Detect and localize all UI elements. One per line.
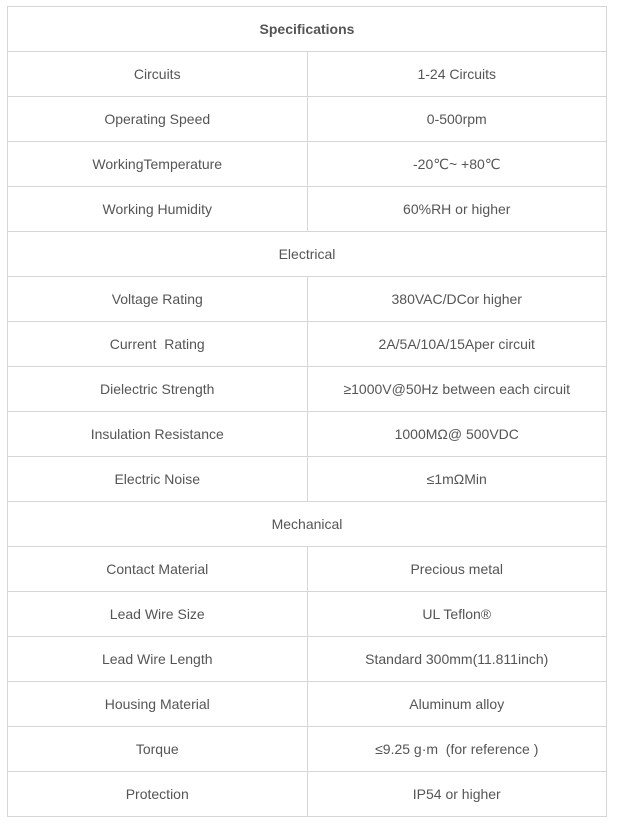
table-row: [8, 457, 607, 502]
spec-value: 60%RH or higher: [307, 187, 607, 232]
table-row: [8, 187, 607, 232]
spec-label: WorkingTemperature: [8, 142, 308, 187]
table-row: [8, 412, 607, 457]
spec-label: Torque: [8, 727, 308, 772]
table-row: [8, 367, 607, 412]
table-row: [8, 52, 607, 97]
spec-value: 0-500rpm: [307, 97, 607, 142]
spec-label: Current Rating: [8, 322, 308, 367]
table-title-row: [8, 7, 607, 52]
spec-label: Circuits: [8, 52, 308, 97]
table-row: [8, 772, 607, 817]
spec-value: 380VAC/DCor higher: [307, 277, 607, 322]
spec-label: Electric Noise: [8, 457, 308, 502]
spec-value: ≤9.25 g·m (for reference ): [307, 727, 607, 772]
table-row: [8, 322, 607, 367]
spec-label: Contact Material: [8, 547, 308, 592]
table-row: [8, 142, 607, 187]
table-row: [8, 727, 607, 772]
table-row: [8, 97, 607, 142]
section-header-row: [8, 502, 607, 547]
spec-value: 1000MΩ@ 500VDC: [307, 412, 607, 457]
specifications-table-body: [8, 7, 607, 817]
table-row: [8, 277, 607, 322]
table-row: [8, 682, 607, 727]
spec-value: Aluminum alloy: [307, 682, 607, 727]
table-row: [8, 592, 607, 637]
spec-label: Working Humidity: [8, 187, 308, 232]
table-row: [8, 637, 607, 682]
spec-value: ≥1000V@50Hz between each circuit: [307, 367, 607, 412]
spec-label: Lead Wire Size: [8, 592, 308, 637]
spec-label: Operating Speed: [8, 97, 308, 142]
spec-value: 1-24 Circuits: [307, 52, 607, 97]
spec-label: Insulation Resistance: [8, 412, 308, 457]
table-row: [8, 547, 607, 592]
spec-value: ≤1mΩMin: [307, 457, 607, 502]
spec-value: IP54 or higher: [307, 772, 607, 817]
section-header: Electrical: [8, 232, 607, 277]
section-header-row: [8, 232, 607, 277]
section-header: Mechanical: [8, 502, 607, 547]
spec-value: -20℃~ +80℃: [307, 142, 607, 187]
specifications-container: [7, 6, 607, 817]
spec-label: Dielectric Strength: [8, 367, 308, 412]
spec-label: Voltage Rating: [8, 277, 308, 322]
spec-label: Lead Wire Length: [8, 637, 308, 682]
spec-value: Standard 300mm(11.811inch): [307, 637, 607, 682]
spec-value: Precious metal: [307, 547, 607, 592]
spec-label: Protection: [8, 772, 308, 817]
spec-label: Housing Material: [8, 682, 308, 727]
specifications-table: [7, 6, 607, 817]
table-title: Specifications: [8, 7, 607, 52]
spec-value: UL Teflon®: [307, 592, 607, 637]
spec-value: 2A/5A/10A/15Aper circuit: [307, 322, 607, 367]
